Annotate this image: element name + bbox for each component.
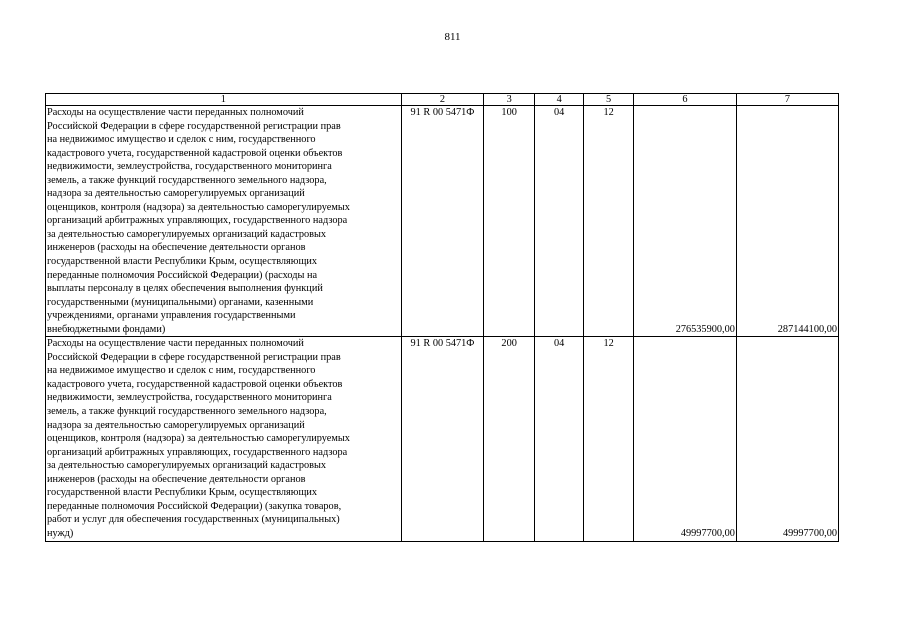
description-line: организаций арбитражных управляющих, государственного надзора — [47, 446, 348, 458]
page-number: 811 — [444, 31, 461, 43]
description-line: Российской Федерации в сфере государственной регистрации прав — [47, 120, 341, 132]
description-line: на недвижимос имущество и сделок с ним, государственного — [47, 134, 316, 146]
description-line: инженеров (расходы на обеспечение деятельности органов — [47, 242, 306, 254]
row-amount-7: 287144100,00 — [736, 106, 838, 337]
description-line: организаций арбитражных управляющих, государственного надзора — [47, 215, 348, 227]
table-row — [46, 337, 839, 541]
header-col-6: 6 — [633, 94, 736, 106]
description-line: переданные полномочия Российской Федерации) (расходы на — [47, 269, 318, 281]
description-line: кадастрового учета, государственной кадастровой оценки объектов — [47, 147, 343, 159]
description-line: нужд) — [47, 527, 74, 539]
description-line: внебюджетными фондами) — [47, 323, 166, 335]
row-col4: 04 — [534, 106, 583, 337]
header-col-7: 7 — [736, 94, 838, 106]
description-line: недвижимости, землеустройства, государственного мониторинга — [47, 161, 332, 173]
description-line: инженеров (расходы на обеспечение деятельности органов — [47, 473, 306, 485]
header-col-1: 1 — [46, 94, 402, 106]
description-line: переданные полномочия Российской Федерации) (закупка товаров, — [47, 500, 342, 512]
row-description — [46, 337, 402, 541]
description-line: оценщиков, контроля (надзора) за деятельностью саморегулируемых — [47, 433, 350, 445]
description-line: Российской Федерации в сфере государственной регистрации прав — [47, 351, 341, 363]
description-line: кадастрового учета, государственной кадастровой оценки объектов — [47, 378, 343, 390]
description-line: Расходы на осуществление части переданных полномочий — [47, 338, 304, 350]
description-line: недвижимости, землеустройства, государственного мониторинга — [47, 392, 332, 404]
budget-table — [45, 93, 839, 542]
description-line: надзора за деятельностью саморегулируемых организаций — [47, 188, 305, 200]
row-amount-7: 49997700,00 — [736, 337, 838, 541]
description-line: государственными (муниципальными) органами, казенными — [47, 296, 314, 308]
header-row — [46, 94, 839, 106]
row-amount-6: 276535900,00 — [633, 106, 736, 337]
description-line: Расходы на осуществление части переданных полномочий — [47, 107, 304, 118]
description-line: за деятельностью саморегулируемых организаций кадастровых — [47, 460, 327, 472]
header-col-5: 5 — [584, 94, 633, 106]
description-line: за деятельностью саморегулируемых организаций кадастровых — [47, 228, 327, 240]
row-col5: 12 — [584, 106, 633, 337]
table-row — [46, 106, 839, 337]
description-line: учреждениями, органами управления государственными — [47, 310, 296, 322]
description-line: государственной власти Республики Крым, осуществляющих — [47, 487, 318, 499]
description-line: государственной власти Республики Крым, осуществляющих — [47, 256, 318, 268]
header-col-4: 4 — [534, 94, 583, 106]
description-line: земель, а также функций государственного земельного надзора, — [47, 174, 327, 186]
description-line: надзора за деятельностью саморегулируемых организаций — [47, 419, 305, 431]
description-line: выплаты персоналу в целях обеспечения выполнения функций — [47, 283, 323, 295]
row-col4: 04 — [534, 337, 583, 541]
description-line: работ и услуг для обеспечения государственных (муниципальных) — [47, 514, 340, 526]
description-line: на недвижимое имущество и сделок с ним, государственного — [47, 365, 316, 377]
row-col5: 12 — [584, 337, 633, 541]
description-line: земель, а также функций государственного земельного надзора, — [47, 406, 327, 418]
row-col3: 100 — [484, 106, 535, 337]
row-description — [46, 106, 402, 337]
header-col-3: 3 — [484, 94, 535, 106]
row-code: 91 R 00 5471Ф — [401, 337, 484, 541]
row-amount-6: 49997700,00 — [633, 337, 736, 541]
row-code: 91 R 00 5471Ф — [401, 106, 484, 337]
row-col3: 200 — [484, 337, 535, 541]
description-line: оценщиков, контроля (надзора) за деятельностью саморегулируемых — [47, 201, 350, 213]
header-col-2: 2 — [401, 94, 484, 106]
